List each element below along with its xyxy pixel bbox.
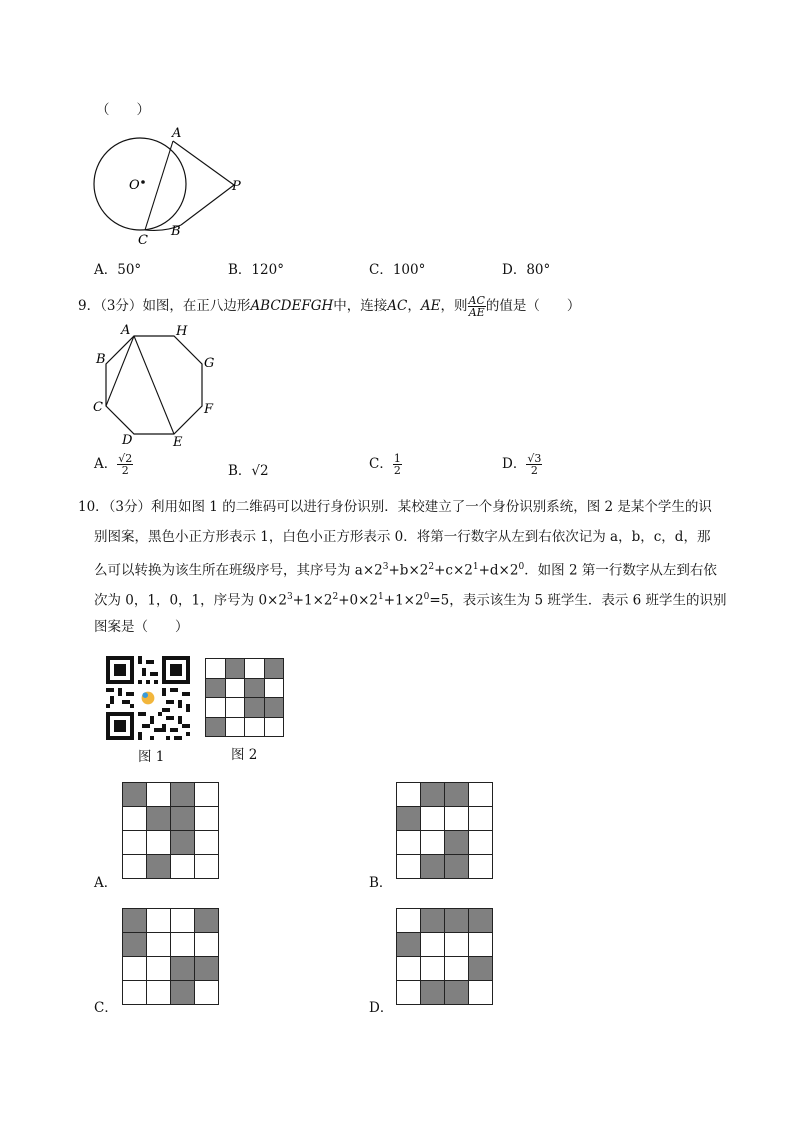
grid-cell-white	[146, 956, 171, 981]
grid-cell-white	[122, 806, 147, 831]
grid-cell-black	[194, 908, 219, 933]
grid-cell-white	[264, 678, 285, 699]
q8-option-d: D．80°	[502, 262, 551, 278]
grid-cell-black	[444, 980, 469, 1005]
grid-cell-black	[396, 806, 421, 831]
label-P: P	[232, 179, 241, 194]
grid-cell-black	[122, 932, 147, 957]
grid-cell-white	[244, 717, 265, 738]
grid-cell-white	[122, 980, 147, 1005]
grid-cell-white	[468, 782, 493, 807]
label-C: C	[138, 233, 148, 248]
label-D: D	[122, 433, 133, 448]
label-F: F	[204, 402, 214, 417]
center-dot	[141, 180, 145, 184]
q8-option-c: C．100°	[369, 262, 426, 278]
q9-option-d: D． $\frac{√3}{2}$	[502, 452, 542, 477]
label-E: E	[173, 435, 183, 448]
grid-cell-white	[468, 980, 493, 1005]
grid-cell-white	[194, 782, 219, 807]
fig2-grid	[205, 658, 283, 736]
grid-cell-black	[244, 678, 265, 699]
q8-answer-blank: （ ）	[96, 102, 150, 118]
tangent-pb	[181, 185, 234, 225]
q10-line-2: 别图案，黑色小正方形表示 1，白色小正方形表示 0．将第一行数字从左到右依次记为 a，b，c，d，那	[94, 529, 711, 545]
q9-stem: 9．（3分）如图，在正八边形ABCDEFGH中，连接AC，AE，则 $\frac{AC}{AE}$ 的值是（ ）	[78, 294, 581, 319]
grid-cell-white	[468, 830, 493, 855]
grid-cell-white	[396, 782, 421, 807]
grid-cell-white	[225, 717, 246, 738]
grid-cell-black	[170, 956, 195, 981]
grid-cell-white	[468, 932, 493, 957]
grid-cell-white	[396, 908, 421, 933]
tangent-pa	[173, 141, 234, 185]
grid-cell-black	[420, 854, 445, 879]
grid-cell-white	[146, 830, 171, 855]
q8-circle-figure	[88, 122, 258, 250]
label-B: B	[171, 224, 181, 239]
grid-cell-white	[122, 956, 147, 981]
grid-cell-black	[444, 854, 469, 879]
grid-cell-white	[420, 830, 445, 855]
fig2-caption: 图 2	[231, 747, 258, 763]
grid-cell-white	[396, 830, 421, 855]
q10-line-1: 10．（3分）利用如图 1 的二维码可以进行身份识别．某校建立了一个身份识别系统，图 2 是某个学生的识	[78, 499, 712, 515]
grid-cell-black	[170, 830, 195, 855]
circle-o	[94, 138, 186, 230]
grid-cell-white	[194, 932, 219, 957]
fig1-caption: 图 1	[138, 749, 165, 765]
grid-cell-black	[205, 678, 226, 699]
q9-fraction: $\frac{AC}{AE}$	[468, 294, 485, 319]
q10-line-3: 么可以转换为该生所在班级序号，其序号为 $a\times 2^3+b\times 2^2+c\times 2^1+d\times 2^0$．如图 2 第一行数字从左到右依	[94, 562, 717, 579]
label-H: H	[176, 324, 188, 339]
qr-code-image	[106, 656, 190, 740]
grid-cell-black	[244, 697, 265, 718]
grid-cell-white	[194, 806, 219, 831]
grid-cell-black	[444, 908, 469, 933]
grid-cell-black	[146, 854, 171, 879]
grid-cell-white	[146, 908, 171, 933]
grid-cell-black	[396, 932, 421, 957]
grid-cell-white	[146, 782, 171, 807]
grid-cell-white	[122, 854, 147, 879]
grid-cell-white	[194, 980, 219, 1005]
grid-cell-white	[205, 658, 226, 679]
option-b-label: B．	[369, 875, 393, 891]
q8-option-a: A．50°	[94, 262, 142, 278]
grid-cell-black	[264, 658, 285, 679]
grid-cell-white	[420, 956, 445, 981]
grid-cell-white	[420, 806, 445, 831]
grid-cell-white	[444, 956, 469, 981]
grid-cell-black	[205, 717, 226, 738]
grid-cell-black	[194, 956, 219, 981]
grid-cell-white	[396, 854, 421, 879]
grid-cell-white	[225, 678, 246, 699]
grid-cell-white	[396, 956, 421, 981]
grid-cell-black	[122, 782, 147, 807]
grid-cell-black	[146, 806, 171, 831]
grid-cell-black	[468, 908, 493, 933]
q10-line-4: 次为 0，1，0，1，序号为 $0\times 2^3+1\times 2^2+0\times 2^1+1\times 2^0=5$，表示该生为 5 班学生．表示 6 班学生的识别	[94, 592, 727, 609]
grid-cell-black	[444, 782, 469, 807]
grid-cell-black	[122, 908, 147, 933]
grid-cell-black	[170, 806, 195, 831]
grid-cell-white	[396, 980, 421, 1005]
option-a-label: A．	[94, 875, 118, 891]
grid-cell-white	[468, 854, 493, 879]
grid-cell-white	[225, 697, 246, 718]
option-d-grid	[396, 908, 492, 1004]
q10-line-5: 图案是（ ）	[94, 619, 189, 635]
grid-cell-black	[264, 697, 285, 718]
grid-cell-white	[468, 806, 493, 831]
grid-cell-black	[444, 830, 469, 855]
option-b-grid	[396, 782, 492, 878]
q9-option-b: B．√2	[228, 463, 269, 479]
grid-cell-black	[420, 980, 445, 1005]
label-B: B	[96, 352, 106, 367]
option-c-label: C．	[94, 1000, 118, 1016]
q9-option-a: A． $\frac{√2}{2}$	[94, 452, 133, 477]
label-C: C	[93, 400, 103, 415]
grid-cell-black	[170, 782, 195, 807]
grid-cell-white	[170, 854, 195, 879]
grid-cell-white	[194, 830, 219, 855]
option-d-label: D．	[369, 1000, 394, 1016]
grid-cell-white	[205, 697, 226, 718]
grid-cell-white	[122, 830, 147, 855]
grid-cell-white	[194, 854, 219, 879]
grid-cell-black	[468, 956, 493, 981]
grid-cell-black	[225, 658, 246, 679]
option-a-grid	[122, 782, 218, 878]
grid-cell-white	[146, 932, 171, 957]
grid-cell-white	[264, 717, 285, 738]
grid-cell-black	[420, 908, 445, 933]
chord-ac	[145, 141, 173, 230]
q8-option-b: B．120°	[228, 262, 284, 278]
segment-ac	[106, 336, 134, 406]
label-G: G	[204, 356, 215, 371]
grid-cell-black	[420, 782, 445, 807]
label-A: A	[172, 126, 182, 141]
grid-cell-white	[170, 908, 195, 933]
label-A: A	[121, 323, 131, 338]
grid-cell-white	[146, 980, 171, 1005]
grid-cell-white	[244, 658, 265, 679]
grid-cell-black	[170, 980, 195, 1005]
label-O: O	[129, 178, 140, 193]
segment-ae	[134, 336, 174, 434]
q9-option-c: C． $\frac{1}{2}$	[369, 452, 401, 477]
grid-cell-white	[444, 806, 469, 831]
option-c-grid	[122, 908, 218, 1004]
grid-cell-white	[420, 932, 445, 957]
grid-cell-white	[170, 932, 195, 957]
q9-octagon-figure	[90, 322, 220, 448]
grid-cell-white	[444, 932, 469, 957]
